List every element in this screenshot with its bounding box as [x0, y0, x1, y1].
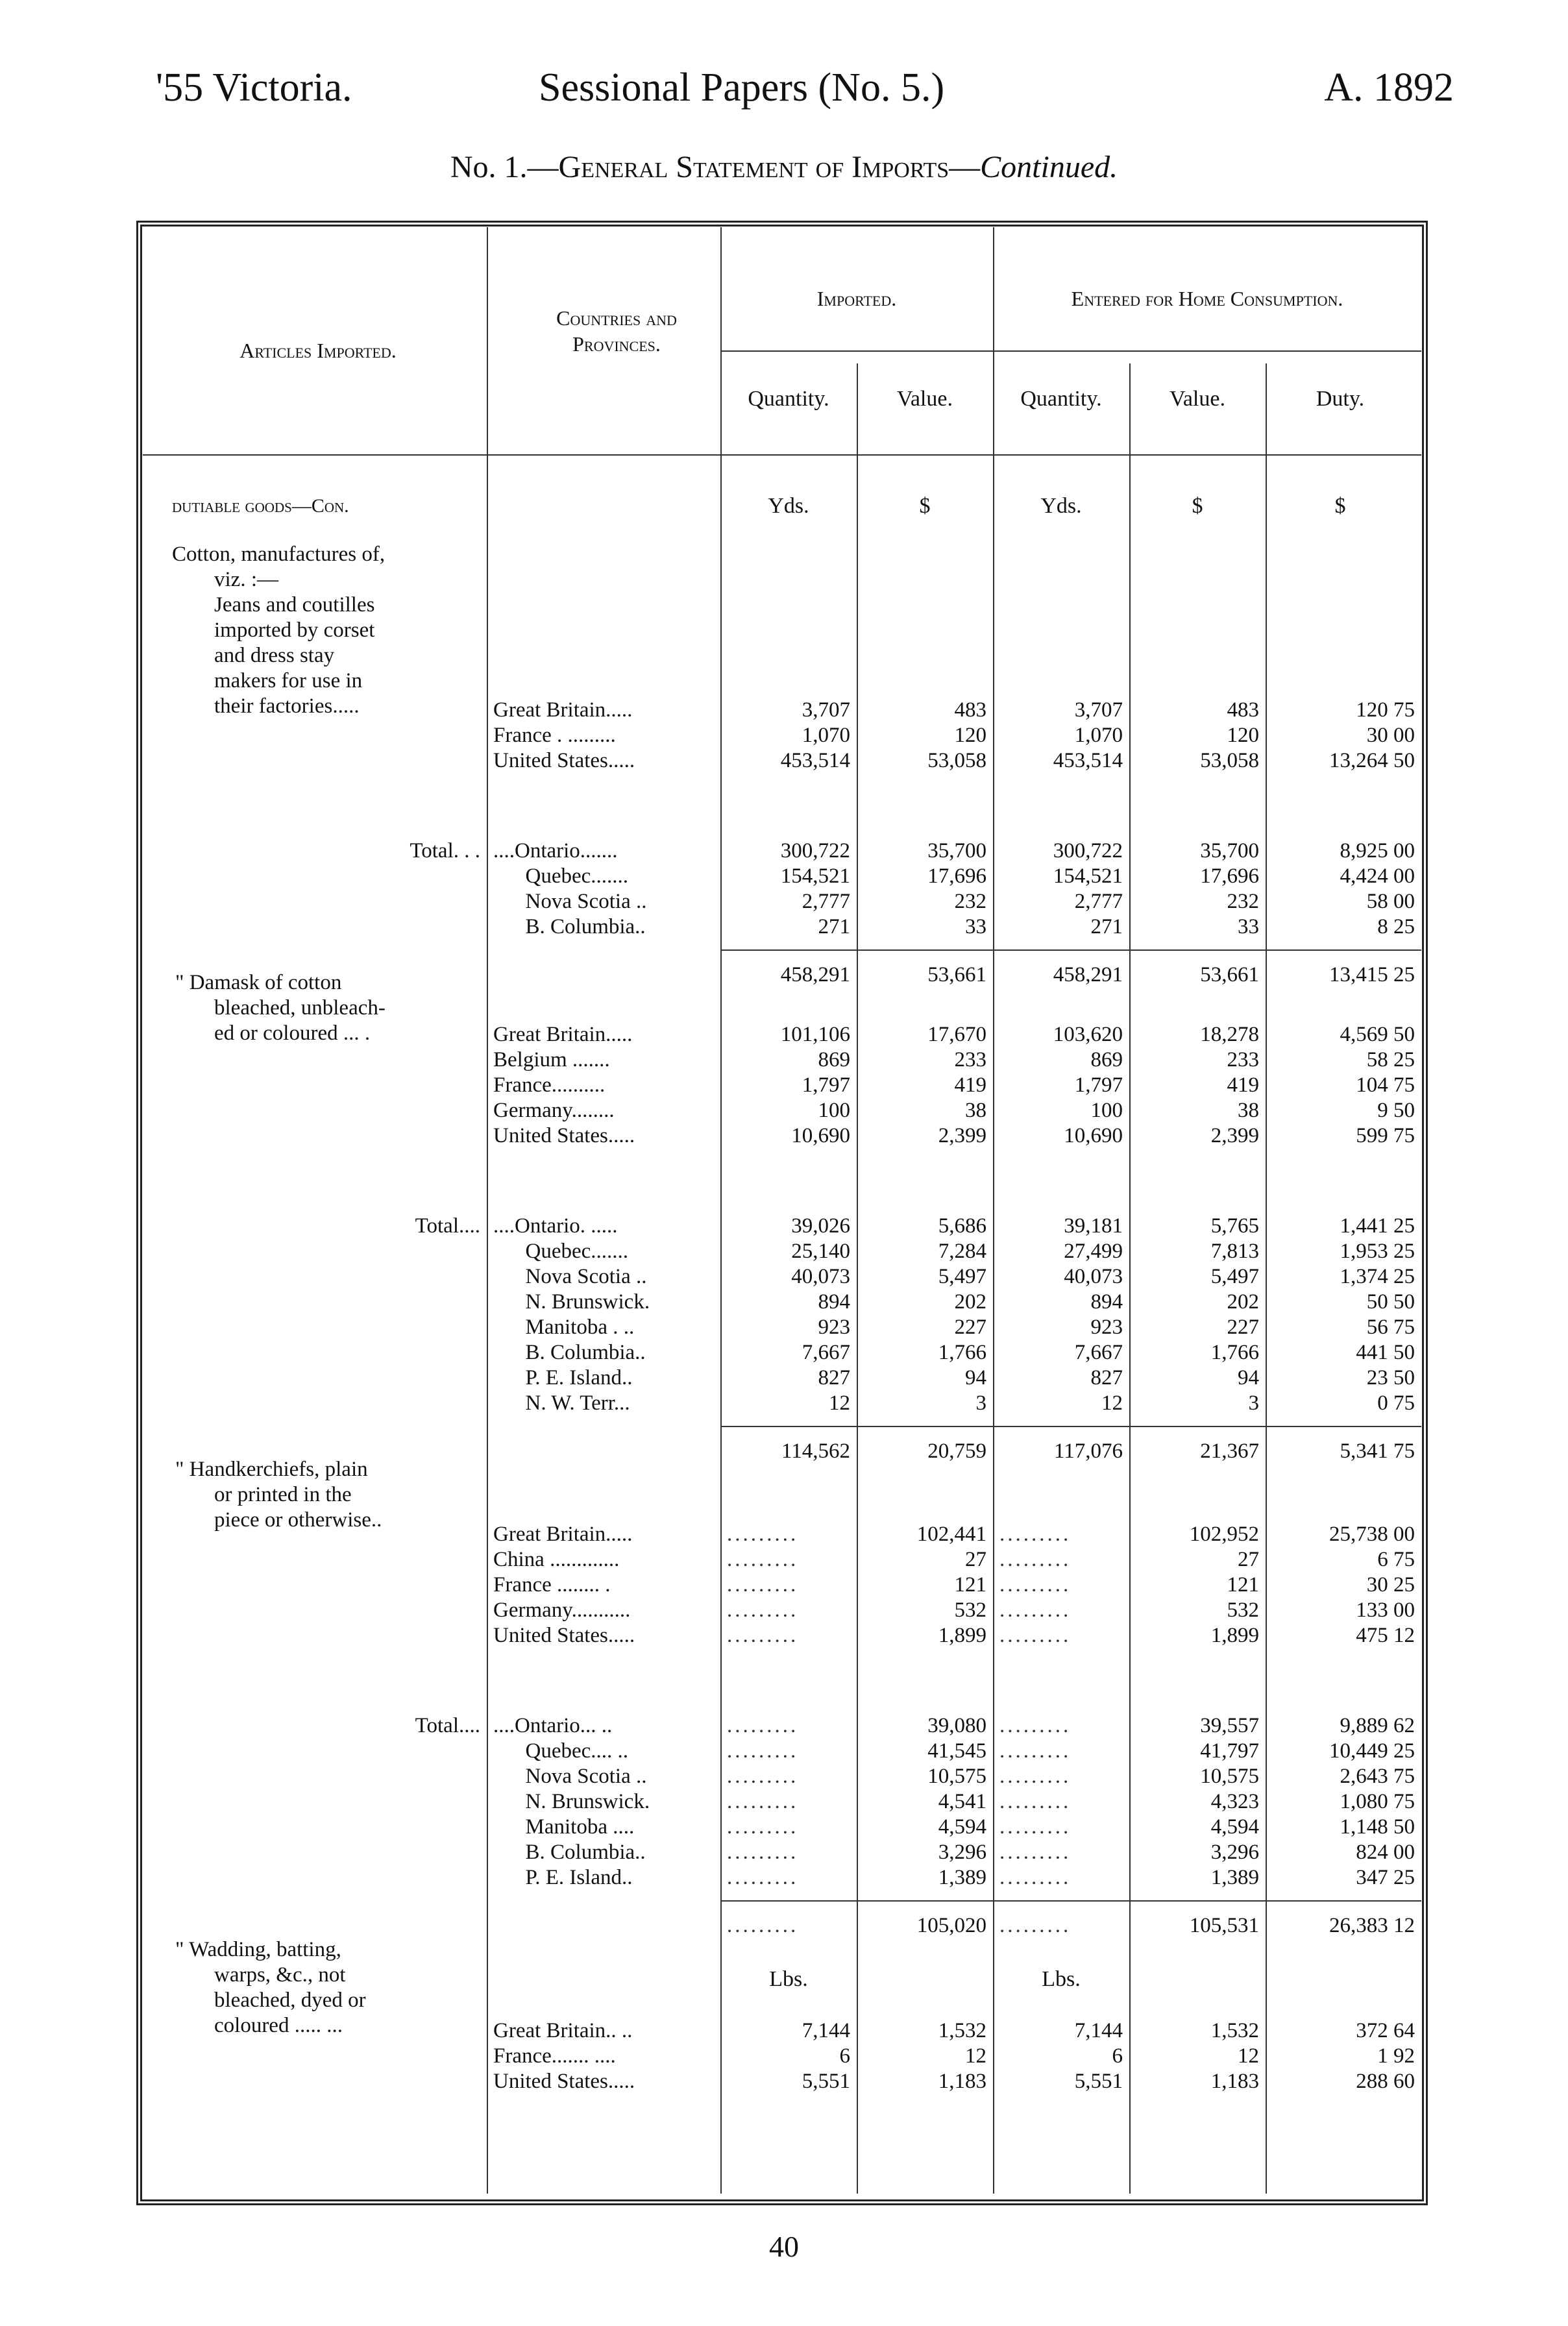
imported-value: 5,497 — [938, 1265, 986, 1288]
home-quantity: 1,797 — [1074, 1073, 1123, 1097]
duty-value: 120 75 — [1356, 698, 1415, 722]
page-number: 40 — [769, 2230, 799, 2263]
imported-quantity: 300,722 — [780, 839, 850, 863]
duty-value: 58 00 — [1366, 890, 1415, 913]
col-header-duty: Duty. — [1316, 387, 1365, 411]
duty-value: 58 25 — [1366, 1048, 1415, 1071]
statement-title — [0, 149, 1568, 185]
duty-value: 50 50 — [1366, 1290, 1415, 1314]
imported-value: 233 — [954, 1048, 986, 1071]
duty-value: 372 64 — [1356, 2019, 1415, 2042]
province-name: N. Brunswick. — [493, 1290, 650, 1314]
home-value: 10,575 — [1200, 1765, 1259, 1788]
total-home-quantity: 117,076 — [1053, 1439, 1123, 1463]
article-label-line: bleached, unbleach- — [214, 996, 386, 1020]
province-name: Nova Scotia .. — [493, 1765, 647, 1788]
article-label-line: and dress stay — [214, 644, 335, 667]
imported-value: 3,296 — [938, 1841, 986, 1864]
country-name: France ........ . — [493, 1573, 611, 1597]
province-name: ....Ontario... .. — [493, 1714, 613, 1737]
unit-duty: $ — [1334, 494, 1346, 518]
imported-quantity: 923 — [818, 1316, 850, 1339]
imported-value: 94 — [965, 1366, 986, 1389]
col-header-value-home: Value. — [1170, 387, 1225, 411]
article-label-line: their factories..... — [214, 694, 360, 718]
home-value: 1,899 — [1210, 1624, 1259, 1647]
province-name: P. E. Island.. — [493, 1866, 633, 1889]
duty-value: 6 75 — [1377, 1548, 1415, 1571]
title-prefix: No. 1.— — [450, 150, 559, 184]
home-value: 7,813 — [1210, 1240, 1259, 1263]
province-name: N. Brunswick. — [493, 1790, 650, 1813]
duty-value: 25,738 00 — [1329, 1523, 1415, 1546]
home-quantity: 827 — [1090, 1366, 1123, 1389]
unit-home-value: $ — [1192, 494, 1203, 518]
country-name: United States..... — [493, 1124, 635, 1147]
imported-value: 102,441 — [916, 1523, 986, 1546]
imported-quantity: 7,667 — [802, 1341, 850, 1364]
home-value: 4,323 — [1210, 1790, 1259, 1813]
leader-dots: ......... — [999, 1739, 1072, 1763]
leader-dots: ......... — [727, 1815, 799, 1839]
unit-lbs-home: Lbs. — [1042, 1967, 1081, 1991]
duty-value: 13,264 50 — [1329, 749, 1415, 772]
leader-dots: ......... — [999, 1624, 1072, 1647]
imported-value: 3 — [975, 1391, 986, 1415]
country-name: Great Britain..... — [493, 698, 633, 722]
leader-dots: ......... — [727, 1624, 799, 1647]
imported-value: 121 — [954, 1573, 986, 1597]
total-duty: 26,383 12 — [1329, 1914, 1415, 1937]
home-value: 27 — [1238, 1548, 1259, 1571]
imported-value: 232 — [954, 890, 986, 913]
leader-dots: ......... — [999, 1573, 1072, 1597]
imported-quantity: 5,551 — [802, 2070, 850, 2093]
imported-quantity: 271 — [818, 915, 850, 938]
duty-value: 9,889 62 — [1340, 1714, 1415, 1737]
imported-quantity: 6 — [839, 2044, 850, 2068]
total-imported-quantity: 114,562 — [781, 1439, 850, 1463]
leader-dots: ......... — [999, 1841, 1072, 1864]
total-home-value: 21,367 — [1200, 1439, 1259, 1463]
home-quantity: 10,690 — [1064, 1124, 1123, 1147]
article-label-line: or printed in the — [214, 1483, 352, 1506]
home-quantity: 6 — [1112, 2044, 1123, 2068]
home-value: 3 — [1248, 1391, 1259, 1415]
duty-value: 23 50 — [1366, 1366, 1415, 1389]
country-name: China ............. — [493, 1548, 620, 1571]
total-imported-value: 105,020 — [916, 1914, 986, 1937]
home-quantity: 453,514 — [1053, 749, 1123, 772]
duty-value: 10,449 25 — [1329, 1739, 1415, 1763]
col-header-quantity-home: Quantity. — [1020, 387, 1102, 411]
home-quantity: 154,521 — [1053, 864, 1123, 888]
province-name: ....Ontario....... — [493, 839, 618, 863]
row-rule — [720, 949, 1421, 951]
article-label-line: ed or coloured ... . — [214, 1022, 371, 1045]
total-imported-value: 20,759 — [927, 1439, 986, 1463]
country-name: United States..... — [493, 1624, 635, 1647]
unit-lbs-imported: Lbs. — [769, 1967, 808, 1991]
home-value: 121 — [1227, 1573, 1259, 1597]
imported-value: 120 — [954, 724, 986, 747]
imported-quantity: 25,140 — [791, 1240, 850, 1263]
row-rule — [720, 1900, 1421, 1902]
home-value: 1,389 — [1210, 1866, 1259, 1889]
province-name: Nova Scotia .. — [493, 890, 647, 913]
country-name: Great Britain.. .. — [493, 2019, 633, 2042]
duty-value: 4,569 50 — [1340, 1023, 1415, 1046]
home-quantity: 39,181 — [1064, 1214, 1123, 1238]
article-label-line: Cotton, manufactures of, — [172, 543, 386, 566]
imported-value: 12 — [965, 2044, 986, 2068]
duty-value: 9 50 — [1377, 1099, 1415, 1122]
total-home-value: 53,661 — [1200, 963, 1259, 986]
duty-value: 475 12 — [1356, 1624, 1415, 1647]
article-label-line: " Damask of cotton — [175, 971, 342, 994]
leader-dots: ......... — [727, 1914, 799, 1937]
unit-home-quantity: Yds. — [1040, 494, 1082, 518]
province-name: Manitoba .... — [493, 1815, 635, 1839]
home-value: 1,766 — [1210, 1341, 1259, 1364]
leader-dots: ......... — [727, 1765, 799, 1788]
leader-dots: ......... — [727, 1598, 799, 1622]
province-name: Manitoba . .. — [493, 1316, 635, 1339]
imported-quantity: 3,707 — [802, 698, 850, 722]
header-papers: Sessional Papers (No. 5.) — [539, 66, 945, 110]
article-label-line: " Wadding, batting, — [175, 1938, 341, 1961]
column-rule — [993, 227, 994, 2194]
province-name: Nova Scotia .. — [493, 1265, 647, 1288]
leader-dots: ......... — [727, 1523, 799, 1546]
row-rule — [720, 1426, 1421, 1427]
home-value: 35,700 — [1200, 839, 1259, 863]
province-name: Quebec....... — [493, 864, 629, 888]
page-header — [156, 65, 1454, 117]
duty-value: 56 75 — [1366, 1316, 1415, 1339]
article-label-line: piece or otherwise.. — [214, 1508, 382, 1532]
province-name: Quebec.... .. — [493, 1739, 629, 1763]
duty-value: 1,953 25 — [1340, 1240, 1415, 1263]
home-value: 17,696 — [1200, 864, 1259, 888]
imported-value: 4,541 — [938, 1790, 986, 1813]
home-quantity: 12 — [1101, 1391, 1123, 1415]
imported-value: 1,532 — [938, 2019, 986, 2042]
province-name: Quebec....... — [493, 1240, 629, 1263]
imported-quantity: 7,144 — [802, 2019, 850, 2042]
imported-quantity: 101,106 — [780, 1023, 850, 1046]
imported-value: 1,766 — [938, 1341, 986, 1364]
column-rule — [1266, 363, 1267, 2194]
article-label-line: imported by corset — [214, 618, 375, 642]
column-rule — [720, 227, 722, 2194]
duty-value: 824 00 — [1356, 1841, 1415, 1864]
leader-dots: ......... — [999, 1866, 1072, 1889]
duty-value: 8,925 00 — [1340, 839, 1415, 863]
imported-value: 38 — [965, 1099, 986, 1122]
province-name: B. Columbia.. — [493, 1841, 646, 1864]
leader-dots: ......... — [727, 1790, 799, 1813]
imported-quantity: 827 — [818, 1366, 850, 1389]
leader-dots: ......... — [999, 1548, 1072, 1571]
total-label: Total.... — [415, 1214, 480, 1238]
home-value: 94 — [1238, 1366, 1259, 1389]
home-value: 33 — [1238, 915, 1259, 938]
leader-dots: ......... — [727, 1866, 799, 1889]
home-quantity: 7,667 — [1074, 1341, 1123, 1364]
duty-value: 4,424 00 — [1340, 864, 1415, 888]
imported-value: 27 — [965, 1548, 986, 1571]
home-value: 12 — [1238, 2044, 1259, 2068]
imported-value: 10,575 — [927, 1765, 986, 1788]
duty-value: 2,643 75 — [1340, 1765, 1415, 1788]
province-name: P. E. Island.. — [493, 1366, 633, 1389]
section-heading: dutiable goods—Con. — [172, 495, 349, 517]
home-value: 5,765 — [1210, 1214, 1259, 1238]
leader-dots: ......... — [999, 1714, 1072, 1737]
total-duty: 5,341 75 — [1340, 1439, 1415, 1463]
imported-value: 483 — [954, 698, 986, 722]
leader-dots: ......... — [999, 1765, 1072, 1788]
leader-dots: ......... — [727, 1841, 799, 1864]
home-quantity: 1,070 — [1074, 724, 1123, 747]
column-rule — [487, 227, 488, 2194]
header-year: A. 1892 — [1324, 66, 1454, 110]
home-quantity: 7,144 — [1074, 2019, 1123, 2042]
home-quantity: 3,707 — [1074, 698, 1123, 722]
leader-dots: ......... — [999, 1815, 1072, 1839]
country-name: Germany........... — [493, 1598, 631, 1622]
imported-value: 5,686 — [938, 1214, 986, 1238]
imported-quantity: 1,070 — [802, 724, 850, 747]
imported-quantity: 1,797 — [802, 1073, 850, 1097]
imported-value: 1,389 — [938, 1866, 986, 1889]
duty-value: 1,080 75 — [1340, 1790, 1415, 1813]
col-header-articles: Articles Imported. — [239, 339, 397, 362]
article-label-line: warps, &c., not — [214, 1963, 346, 1987]
imported-value: 39,080 — [927, 1714, 986, 1737]
leader-dots: ......... — [999, 1914, 1072, 1937]
duty-value: 1 92 — [1377, 2044, 1415, 2068]
imported-value: 17,670 — [927, 1023, 986, 1046]
home-value: 227 — [1227, 1316, 1259, 1339]
row-rule — [720, 350, 1421, 352]
article-label-line: " Handkerchiefs, plain — [175, 1458, 368, 1481]
home-value: 1,532 — [1210, 2019, 1259, 2042]
imported-value: 419 — [954, 1073, 986, 1097]
home-quantity: 271 — [1090, 915, 1123, 938]
article-label-line: makers for use in — [214, 669, 363, 692]
col-header-imported: Imported. — [816, 287, 897, 310]
imported-quantity: 12 — [829, 1391, 850, 1415]
home-quantity: 5,551 — [1074, 2070, 1123, 2093]
leader-dots: ......... — [999, 1523, 1072, 1546]
home-quantity: 923 — [1090, 1316, 1123, 1339]
leader-dots: ......... — [727, 1573, 799, 1597]
country-name: United States..... — [493, 749, 635, 772]
leader-dots: ......... — [999, 1790, 1072, 1813]
imported-quantity: 2,777 — [802, 890, 850, 913]
imported-quantity: 39,026 — [791, 1214, 850, 1238]
article-label-line: bleached, dyed or — [214, 1989, 366, 2012]
title-main: General Statement of Imports — [558, 150, 949, 184]
country-name: Belgium ....... — [493, 1048, 610, 1071]
home-quantity: 894 — [1090, 1290, 1123, 1314]
duty-value: 441 50 — [1356, 1341, 1415, 1364]
duty-value: 288 60 — [1356, 2070, 1415, 2093]
total-imported-quantity: 458,291 — [780, 963, 850, 986]
duty-value: 30 00 — [1366, 724, 1415, 747]
imported-value: 53,058 — [927, 749, 986, 772]
imported-quantity: 869 — [818, 1048, 850, 1071]
leader-dots: ......... — [727, 1739, 799, 1763]
imported-value: 202 — [954, 1290, 986, 1314]
duty-value: 1,374 25 — [1340, 1265, 1415, 1288]
total-duty: 13,415 25 — [1329, 963, 1415, 986]
country-name: Great Britain..... — [493, 1023, 633, 1046]
imported-value: 532 — [954, 1598, 986, 1622]
home-value: 39,557 — [1200, 1714, 1259, 1737]
province-name: B. Columbia.. — [493, 1341, 646, 1364]
title-dash: — — [949, 150, 981, 184]
country-name: France.......... — [493, 1073, 606, 1097]
leader-dots: ......... — [999, 1598, 1072, 1622]
home-quantity: 300,722 — [1053, 839, 1123, 863]
province-name: N. W. Terr... — [493, 1391, 630, 1415]
imported-value: 35,700 — [927, 839, 986, 863]
home-value: 2,399 — [1210, 1124, 1259, 1147]
imported-value: 33 — [965, 915, 986, 938]
duty-value: 8 25 — [1377, 915, 1415, 938]
imported-value: 1,183 — [938, 2070, 986, 2093]
duty-value: 104 75 — [1356, 1073, 1415, 1097]
col-header-quantity: Quantity. — [748, 387, 829, 411]
home-value: 102,952 — [1189, 1523, 1259, 1546]
imported-quantity: 453,514 — [780, 749, 850, 772]
imported-quantity: 40,073 — [791, 1265, 850, 1288]
country-name: France....... .... — [493, 2044, 616, 2068]
imported-value: 227 — [954, 1316, 986, 1339]
home-value: 532 — [1227, 1598, 1259, 1622]
home-value: 1,183 — [1210, 2070, 1259, 2093]
home-quantity: 40,073 — [1064, 1265, 1123, 1288]
home-value: 4,594 — [1210, 1815, 1259, 1839]
imported-value: 7,284 — [938, 1240, 986, 1263]
home-quantity: 869 — [1090, 1048, 1123, 1071]
row-rule — [143, 454, 1421, 456]
total-home-value: 105,531 — [1189, 1914, 1259, 1937]
home-value: 53,058 — [1200, 749, 1259, 772]
duty-value: 347 25 — [1356, 1866, 1415, 1889]
total-imported-value: 53,661 — [927, 963, 986, 986]
province-name: B. Columbia.. — [493, 915, 646, 938]
home-value: 5,497 — [1210, 1265, 1259, 1288]
duty-value: 30 25 — [1366, 1573, 1415, 1597]
col-header-countries: Countries and Provinces. — [556, 306, 677, 356]
unit-imported-value: $ — [919, 494, 931, 518]
article-label-line: Jeans and coutilles — [214, 593, 375, 617]
home-quantity: 103,620 — [1053, 1023, 1123, 1046]
duty-value: 0 75 — [1377, 1391, 1415, 1415]
home-value: 18,278 — [1200, 1023, 1259, 1046]
country-name: United States..... — [493, 2070, 635, 2093]
unit-imported-quantity: Yds. — [768, 494, 809, 518]
imported-value: 41,545 — [927, 1739, 986, 1763]
duty-value: 1,441 25 — [1340, 1214, 1415, 1238]
province-name: ....Ontario. ..... — [493, 1214, 618, 1238]
home-value: 3,296 — [1210, 1841, 1259, 1864]
imported-quantity: 10,690 — [791, 1124, 850, 1147]
imported-value: 17,696 — [927, 864, 986, 888]
col-header-value: Value. — [897, 387, 953, 411]
total-label: Total. . . — [410, 839, 480, 863]
imported-quantity: 100 — [818, 1099, 850, 1122]
imported-value: 1,899 — [938, 1624, 986, 1647]
home-quantity: 2,777 — [1074, 890, 1123, 913]
imported-value: 2,399 — [938, 1124, 986, 1147]
home-value: 483 — [1227, 698, 1259, 722]
duty-value: 599 75 — [1356, 1124, 1415, 1147]
imported-quantity: 894 — [818, 1290, 850, 1314]
country-name: Germany........ — [493, 1099, 615, 1122]
country-name: France . ......... — [493, 724, 616, 747]
total-label: Total.... — [415, 1714, 480, 1737]
leader-dots: ......... — [727, 1548, 799, 1571]
duty-value: 133 00 — [1356, 1598, 1415, 1622]
home-value: 233 — [1227, 1048, 1259, 1071]
article-label-line: coloured ..... ... — [214, 2014, 343, 2037]
home-value: 232 — [1227, 890, 1259, 913]
home-value: 419 — [1227, 1073, 1259, 1097]
header-session: '55 Victoria. — [156, 66, 352, 110]
home-quantity: 100 — [1090, 1099, 1123, 1122]
home-value: 202 — [1227, 1290, 1259, 1314]
imported-value: 4,594 — [938, 1815, 986, 1839]
total-home-quantity: 458,291 — [1053, 963, 1123, 986]
home-quantity: 27,499 — [1064, 1240, 1123, 1263]
article-label-line: viz. :— — [214, 568, 278, 591]
col-header-entered: Entered for Home Consumption. — [1071, 287, 1343, 310]
leader-dots: ......... — [727, 1714, 799, 1737]
imported-quantity: 154,521 — [780, 864, 850, 888]
title-continued: Continued. — [980, 150, 1118, 184]
home-value: 38 — [1238, 1099, 1259, 1122]
duty-value: 1,148 50 — [1340, 1815, 1415, 1839]
country-name: Great Britain..... — [493, 1523, 633, 1546]
home-value: 41,797 — [1200, 1739, 1259, 1763]
home-value: 120 — [1227, 724, 1259, 747]
